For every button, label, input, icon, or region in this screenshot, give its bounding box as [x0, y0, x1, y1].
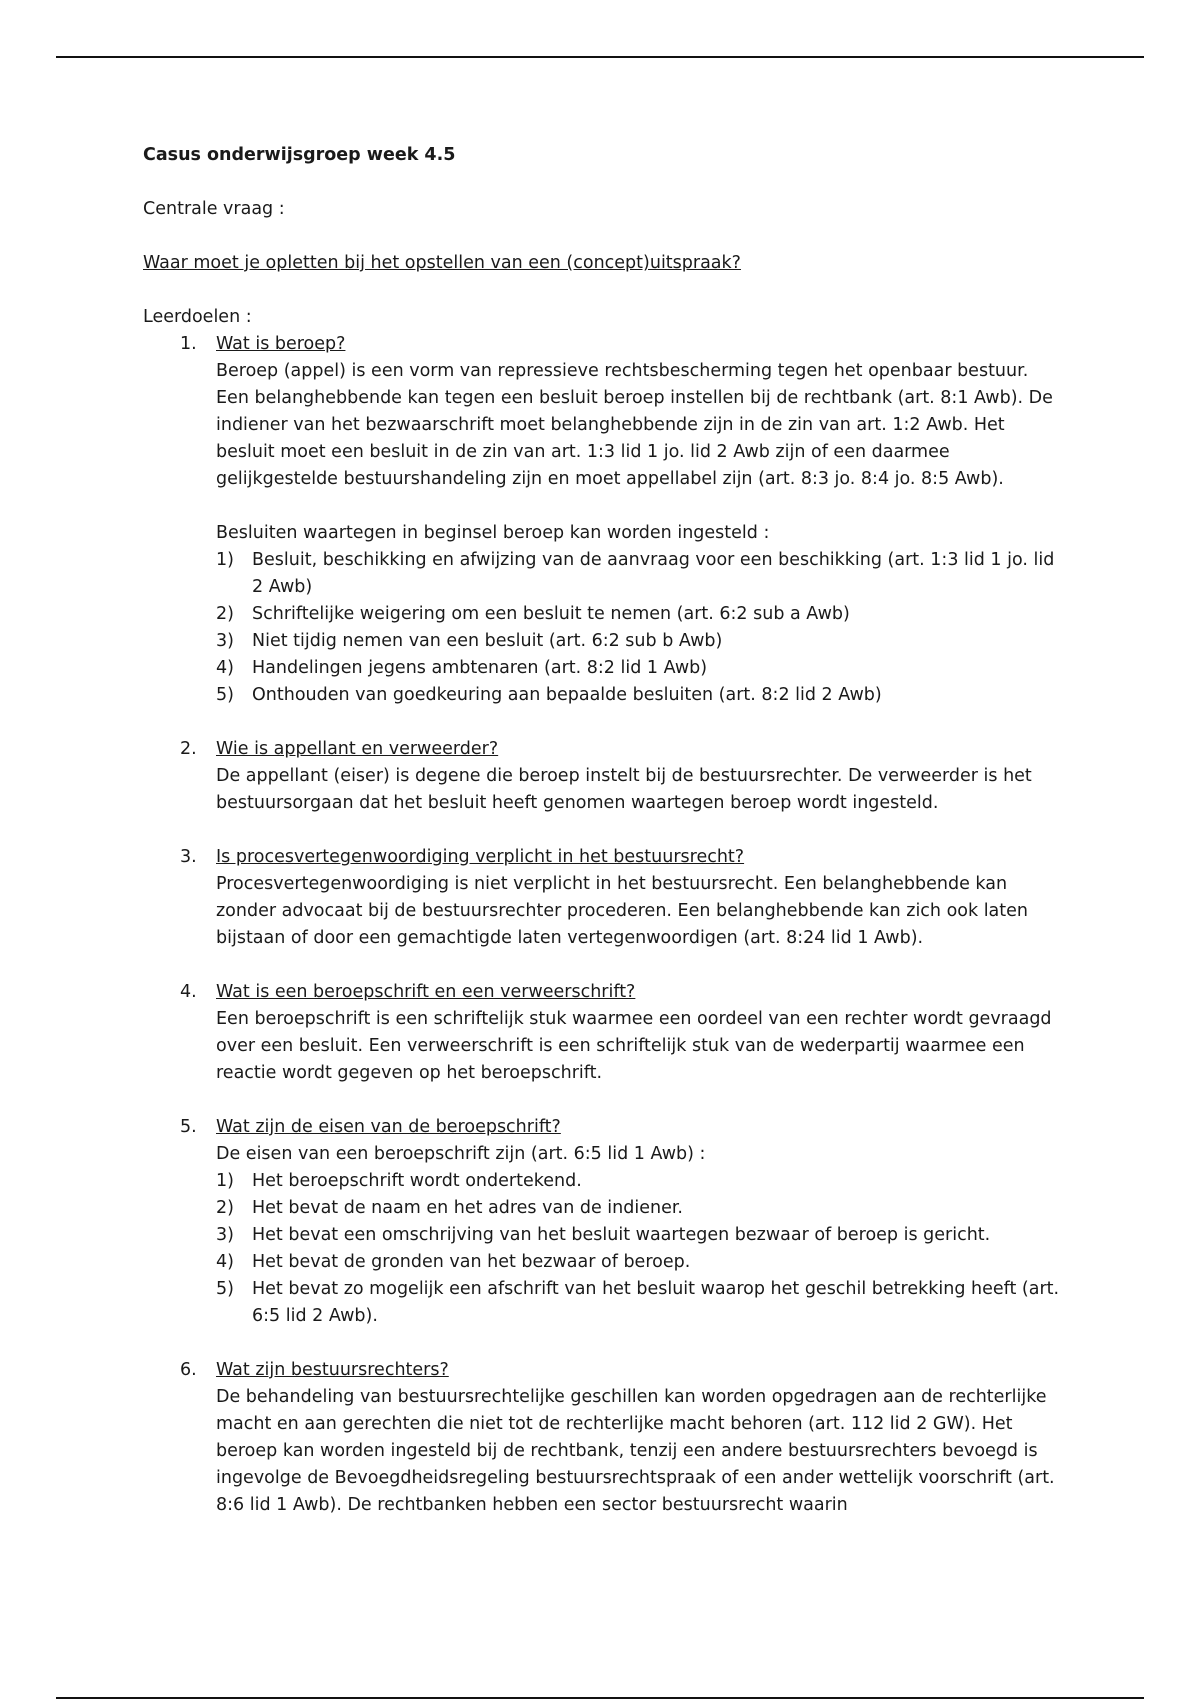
sub-item-number: 1) — [216, 550, 234, 570]
sub-item-text: Het bevat de naam en het adres van de indiener. — [252, 1198, 683, 1218]
sub-list — [216, 547, 1063, 709]
sub-list-item — [216, 1276, 1063, 1330]
sub-list-item — [216, 601, 1063, 628]
sub-list-item — [216, 655, 1063, 682]
goal-item — [143, 331, 1063, 709]
goal-body — [216, 331, 1063, 709]
sub-item-text: Het bevat zo mogelijk een afschrift van het besluit waarop het geschil betrekking heeft (art. 6:5 lid 2 Awb). — [252, 1279, 1060, 1326]
goal-text: Beroep (appel) is een vorm van repressieve rechtsbescherming tegen het openbaar bestuur. Een belanghebbende kan tegen een besluit beroep instellen bij de rechtbank (art. 8:1 Awb). De indiener van het bezwaarschrift moet belanghebbende zijn in de zin van art. 1:2 Awb. Het besluit moet een besluit in de zin van art. 1:3 lid 1 jo. lid 2 Awb zijn of een daarmee gelijkgestelde bestuurshandeling zijn en moet appellabel zijn (art. 8:3 jo. 8:4 jo. 8:5 Awb). — [216, 361, 1053, 489]
sub-item-text: Schriftelijke weigering om een besluit te nemen (art. 6:2 sub a Awb) — [252, 604, 850, 624]
goal-item — [143, 736, 1063, 817]
central-question-label: Centrale vraag : — [143, 199, 285, 219]
goal-item — [143, 1114, 1063, 1330]
goal-text: De behandeling van bestuursrechtelijke geschillen kan worden opgedragen aan de rechterlijke macht en aan gerechten die niet tot de rechterlijke macht behoren (art. 112 lid 2 GW). Het beroep kan worden ingesteld bij de rechtbank, tenzij een andere bestuursrechters bevoegd is ingevolge de Bevoegdheidsregeling bestuursrechtspraak of een ander wettelijk voorschrift (art. 8:6 lid 1 Awb). De rechtbanken hebben een sector bestuursrecht waarin — [216, 1387, 1055, 1515]
sub-item-number: 5) — [216, 1279, 234, 1299]
goal-item — [143, 979, 1063, 1087]
goal-heading: Wie is appellant en verweerder? — [216, 739, 499, 759]
sub-item-number: 3) — [216, 631, 234, 651]
sub-item-text: Het bevat een omschrijving van het besluit waartegen bezwaar of beroep is gericht. — [252, 1225, 991, 1245]
goal-number: 5. — [180, 1117, 197, 1137]
bottom-rule — [56, 1697, 1144, 1699]
sub-item-number: 1) — [216, 1171, 234, 1191]
document-title: Casus onderwijsgroep week 4.5 — [143, 145, 456, 165]
sub-list — [216, 1168, 1063, 1330]
goal-number: 4. — [180, 982, 197, 1002]
goal-body — [216, 736, 1063, 817]
sub-list-item — [216, 1168, 1063, 1195]
sub-list-item — [216, 1195, 1063, 1222]
goal-heading: Wat is beroep? — [216, 334, 346, 354]
goal-item — [143, 844, 1063, 952]
sub-item-text: Handelingen jegens ambtenaren (art. 8:2 lid 1 Awb) — [252, 658, 708, 678]
goal-body — [216, 979, 1063, 1087]
goal-subheading: Besluiten waartegen in beginsel beroep kan worden ingesteld : — [216, 523, 770, 543]
goal-text: Procesvertegenwoordiging is niet verplicht in het bestuursrecht. Een belanghebbende kan zonder advocaat bij de bestuursrechter procederen. Een belanghebbende kan zich ook laten bijstaan of door een gemachtigde laten vertegenwoordigen (art. 8:24 lid 1 Awb). — [216, 874, 1028, 948]
sub-list-item — [216, 547, 1063, 601]
sub-list-item — [216, 1222, 1063, 1249]
goal-number: 3. — [180, 847, 197, 867]
goal-heading: Wat zijn bestuursrechters? — [216, 1360, 449, 1380]
goal-number: 1. — [180, 334, 197, 354]
sub-item-number: 2) — [216, 604, 234, 624]
central-question: Waar moet je opletten bij het opstellen van een (concept)uitspraak? — [143, 253, 741, 273]
sub-item-text: Besluit, beschikking en afwijzing van de aanvraag voor een beschikking (art. 1:3 lid 1 jo. lid 2 Awb) — [252, 550, 1055, 597]
sub-item-number: 2) — [216, 1198, 234, 1218]
goal-text: Een beroepschrift is een schriftelijk stuk waarmee een oordeel van een rechter wordt gevraagd over een besluit. Een verweerschrift is een schriftelijk stuk van de wederpartij waarmee een reactie wordt gegeven op het beroepschrift. — [216, 1009, 1052, 1083]
goal-number: 6. — [180, 1360, 197, 1380]
sub-item-number: 4) — [216, 658, 234, 678]
sub-item-number: 4) — [216, 1252, 234, 1272]
sub-item-text: Het bevat de gronden van het bezwaar of beroep. — [252, 1252, 691, 1272]
sub-list-item — [216, 628, 1063, 655]
goal-text: De appellant (eiser) is degene die beroep instelt bij de bestuursrechter. De verweerder is het bestuursorgaan dat het besluit heeft genomen waartegen beroep wordt ingesteld. — [216, 766, 1032, 813]
goal-heading: Wat zijn de eisen van de beroepschrift? — [216, 1117, 561, 1137]
sub-item-text: Het beroepschrift wordt ondertekend. — [252, 1171, 582, 1191]
goal-heading: Is procesvertegenwoordiging verplicht in het bestuursrecht? — [216, 847, 745, 867]
sub-item-number: 3) — [216, 1225, 234, 1245]
sub-list-item — [216, 1249, 1063, 1276]
learning-goals-list — [143, 331, 1063, 1519]
goal-text: De eisen van een beroepschrift zijn (art. 6:5 lid 1 Awb) : — [216, 1144, 706, 1164]
goal-body — [216, 1114, 1063, 1330]
goal-body — [216, 1357, 1063, 1519]
sub-list-item — [216, 682, 1063, 709]
top-rule — [56, 56, 1144, 58]
sub-item-text: Onthouden van goedkeuring aan bepaalde besluiten (art. 8:2 lid 2 Awb) — [252, 685, 882, 705]
sub-item-text: Niet tijdig nemen van een besluit (art. 6:2 sub b Awb) — [252, 631, 723, 651]
goal-body — [216, 844, 1063, 952]
sub-item-number: 5) — [216, 685, 234, 705]
learning-goals-label: Leerdoelen : — [143, 307, 252, 327]
goal-heading: Wat is een beroepschrift en een verweerschrift? — [216, 982, 636, 1002]
goal-number: 2. — [180, 739, 197, 759]
document-body — [143, 142, 1063, 1546]
goal-item — [143, 1357, 1063, 1519]
